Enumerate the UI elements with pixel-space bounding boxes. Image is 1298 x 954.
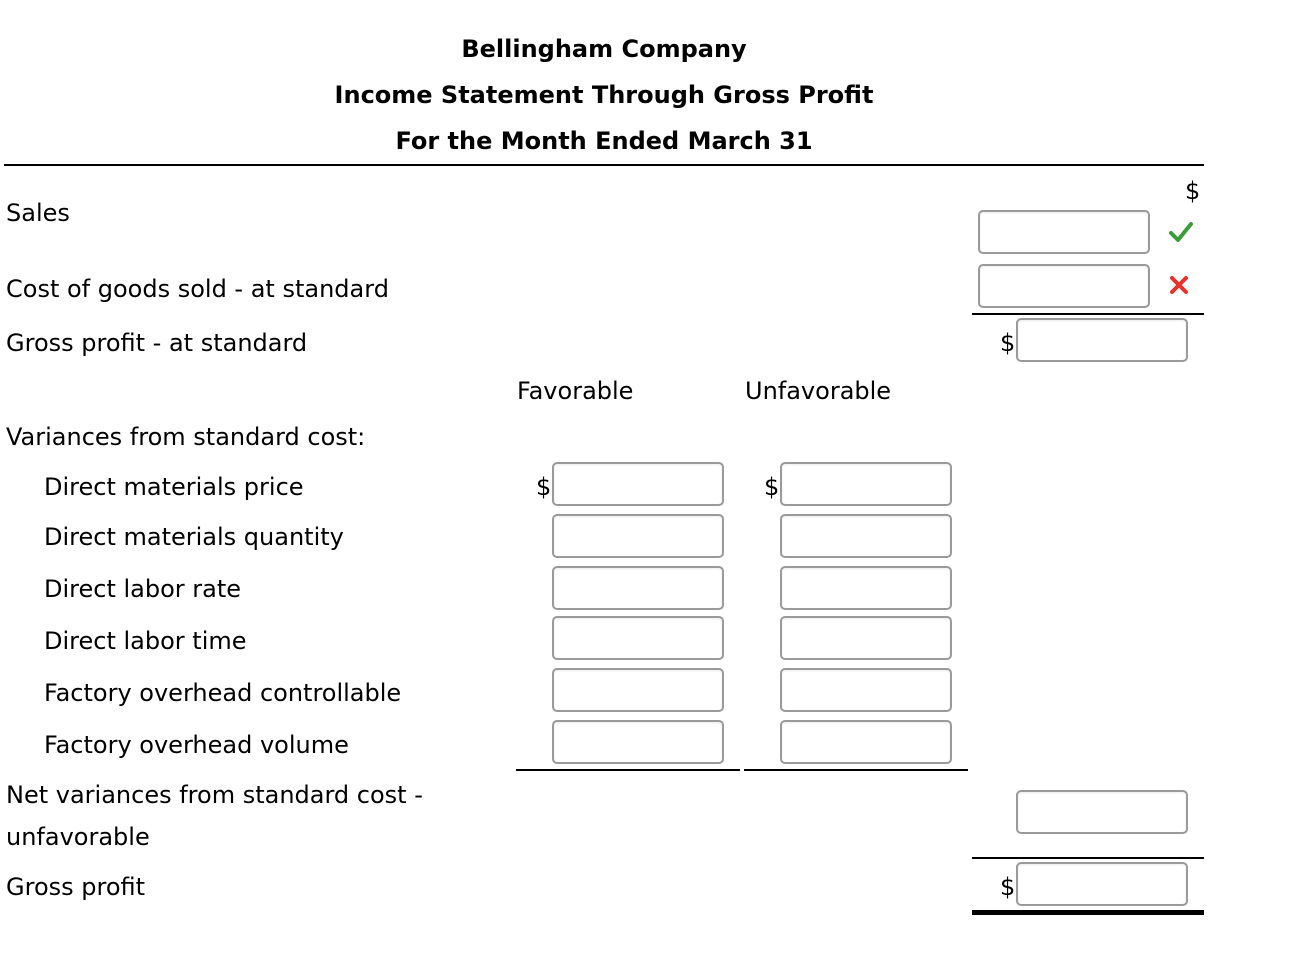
currency-symbol: $ — [1000, 329, 1016, 357]
currency-symbol: $ — [1000, 873, 1016, 901]
statement-title: Income Statement Through Gross Profit — [334, 81, 874, 109]
label-dm-quantity: Direct materials quantity — [44, 523, 344, 551]
gross-profit-double-underline — [972, 910, 1204, 915]
statement-period: For the Month Ended March 31 — [395, 127, 813, 155]
gross-profit-input[interactable] — [1016, 862, 1188, 906]
label-dl-rate: Direct labor rate — [44, 575, 242, 603]
label-net-variances-line1: Net variances from standard cost - — [6, 781, 423, 809]
dl-rate-unfavorable-input[interactable] — [780, 566, 952, 610]
net-variances-input[interactable] — [1016, 790, 1188, 834]
cogs-underline — [972, 313, 1204, 315]
dl-time-unfavorable-input[interactable] — [780, 616, 952, 660]
cogs-input[interactable] — [978, 264, 1150, 308]
company-name: Bellingham Company — [461, 35, 747, 63]
dm-price-favorable-input[interactable] — [552, 462, 724, 506]
label-net-variances-line2: unfavorable — [6, 823, 150, 851]
currency-symbol: $ — [764, 473, 780, 501]
unfavorable-column-underline — [744, 769, 968, 771]
foh-volume-unfavorable-input[interactable] — [780, 720, 952, 764]
foh-controllable-unfavorable-input[interactable] — [780, 668, 952, 712]
currency-symbol: $ — [536, 473, 552, 501]
foh-controllable-favorable-input[interactable] — [552, 668, 724, 712]
currency-symbol: $ — [1185, 177, 1201, 205]
header-divider — [4, 164, 1204, 166]
label-dl-time: Direct labor time — [44, 627, 247, 655]
foh-volume-favorable-input[interactable] — [552, 720, 724, 764]
label-gross-profit-standard: Gross profit - at standard — [6, 329, 308, 357]
column-header-favorable: Favorable — [517, 377, 634, 405]
label-dm-price: Direct materials price — [44, 473, 304, 501]
label-variances-heading: Variances from standard cost: — [6, 423, 366, 451]
label-foh-volume: Factory overhead volume — [44, 731, 349, 759]
dm-price-unfavorable-input[interactable] — [780, 462, 952, 506]
favorable-column-underline — [516, 769, 740, 771]
dm-quantity-favorable-input[interactable] — [552, 514, 724, 558]
check-icon — [1168, 220, 1194, 244]
sales-input[interactable] — [978, 210, 1150, 254]
dl-time-favorable-input[interactable] — [552, 616, 724, 660]
net-variances-underline — [972, 857, 1204, 859]
dl-rate-favorable-input[interactable] — [552, 566, 724, 610]
label-cogs: Cost of goods sold - at standard — [6, 275, 389, 303]
label-gross-profit: Gross profit — [6, 873, 146, 901]
column-header-unfavorable: Unfavorable — [745, 377, 892, 405]
label-foh-controllable: Factory overhead controllable — [44, 679, 402, 707]
x-icon — [1168, 274, 1190, 296]
dm-quantity-unfavorable-input[interactable] — [780, 514, 952, 558]
gross-profit-standard-input[interactable] — [1016, 318, 1188, 362]
label-sales: Sales — [6, 199, 70, 227]
